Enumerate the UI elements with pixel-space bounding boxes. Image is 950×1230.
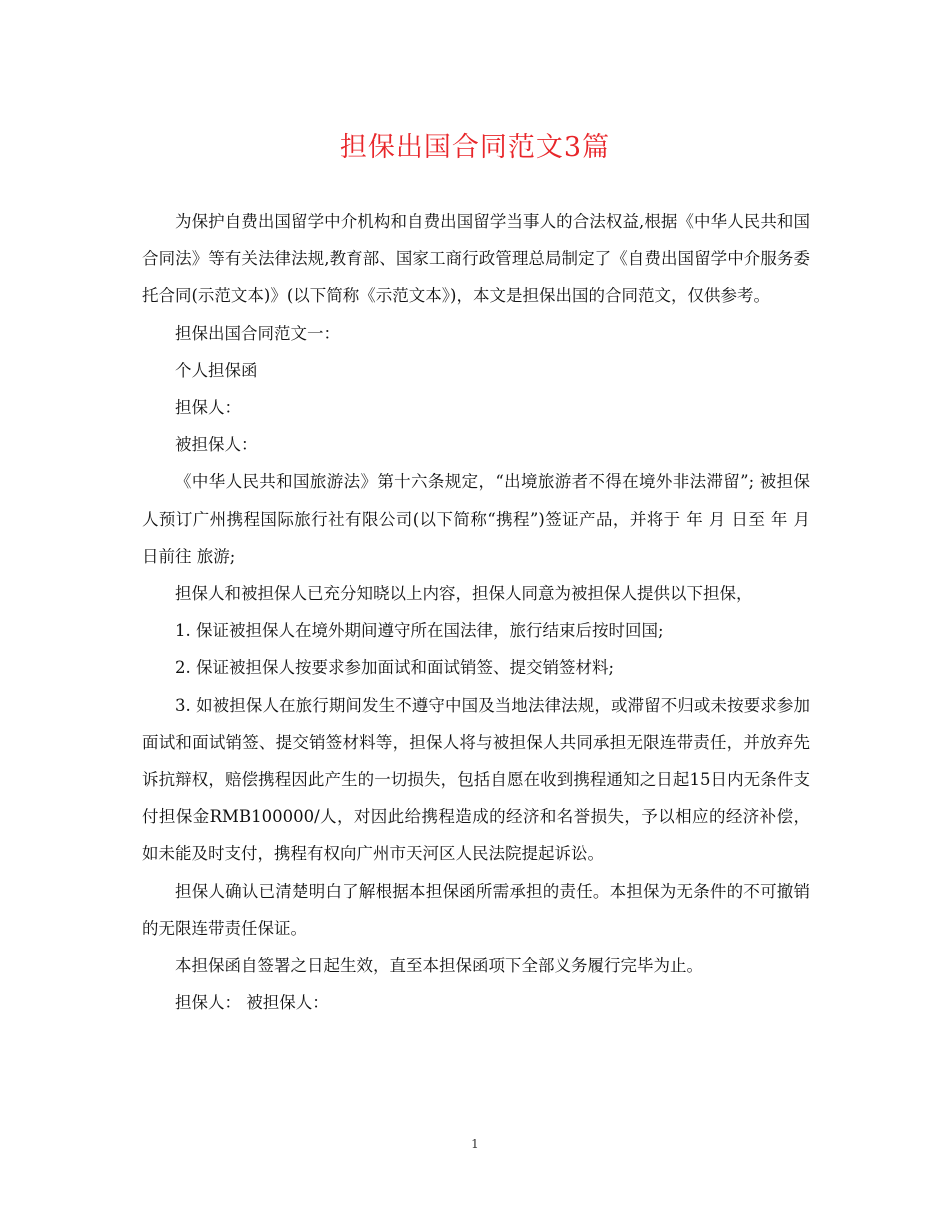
law-clause-paragraph: 《中华人民共和国旅游法》第十六条规定，“出境旅游者不得在境外非法滞留”; 被担保人预订广州携程国际旅行社有限公司(以下简称“携程”)签证产品，并将于 年 月 日至 年 月 日前往 旅游;	[142, 472, 810, 566]
clause-2: 2. 保证被担保人按要求参加面试和面试销签、提交销签材料;	[175, 658, 615, 678]
consent-paragraph: 担保人和被担保人已充分知晓以上内容，担保人同意为被担保人提供以下担保，	[175, 584, 753, 604]
guaranteed-party-label: 被担保人：	[175, 435, 258, 455]
page-number: 1	[471, 1137, 479, 1151]
document-body	[142, 203, 810, 1021]
guarantor-label: 担保人：	[175, 398, 241, 418]
confirmation-paragraph: 担保人确认已清楚明白了解根据本担保函所需承担的责任。本担保为无条件的不可撤销的无限连带责任保证。	[142, 881, 810, 938]
clause-3: 3. 如被担保人在旅行期间发生不遵守中国及当地法律法规，或滞留不归或未按要求参加面试和面试销签、提交销签材料等，担保人将与被担保人共同承担无限连带责任，并放弃先诉抗辩权，赔偿携程因此产生的一切损失，包括自愿在收到携程通知之日起15日内无条件支付担保金RMB100000/人，对因此给携程造成的经济和名誉损失，予以相应的经济补偿，如未能及时支付，携程有权向广州市天河区人民法院提起诉讼。	[142, 695, 810, 864]
effective-paragraph: 本担保函自签署之日起生效，直至本担保函项下全部义务履行完毕为止。	[175, 956, 703, 976]
signature-line: 担保人： 被担保人：	[175, 993, 329, 1013]
clause-1: 1. 保证被担保人在境外期间遵守所在国法律，旅行结束后按时回国;	[175, 621, 664, 641]
section-heading-sample-one: 担保出国合同范文一：	[175, 323, 340, 343]
letter-title: 个人担保函	[175, 360, 258, 380]
intro-paragraph: 为保护自费出国留学中介机构和自费出国留学当事人的合法权益,根据《中华人民共和国合同法》等有关法律法规,教育部、国家工商行政管理总局制定了《自费出国留学中介服务委托合同(示范文本)》(以下简称《示范文本》)，本文是担保出国的合同范文，仅供参考。	[142, 212, 810, 306]
document-title: 担保出国合同范文3篇	[339, 132, 611, 163]
